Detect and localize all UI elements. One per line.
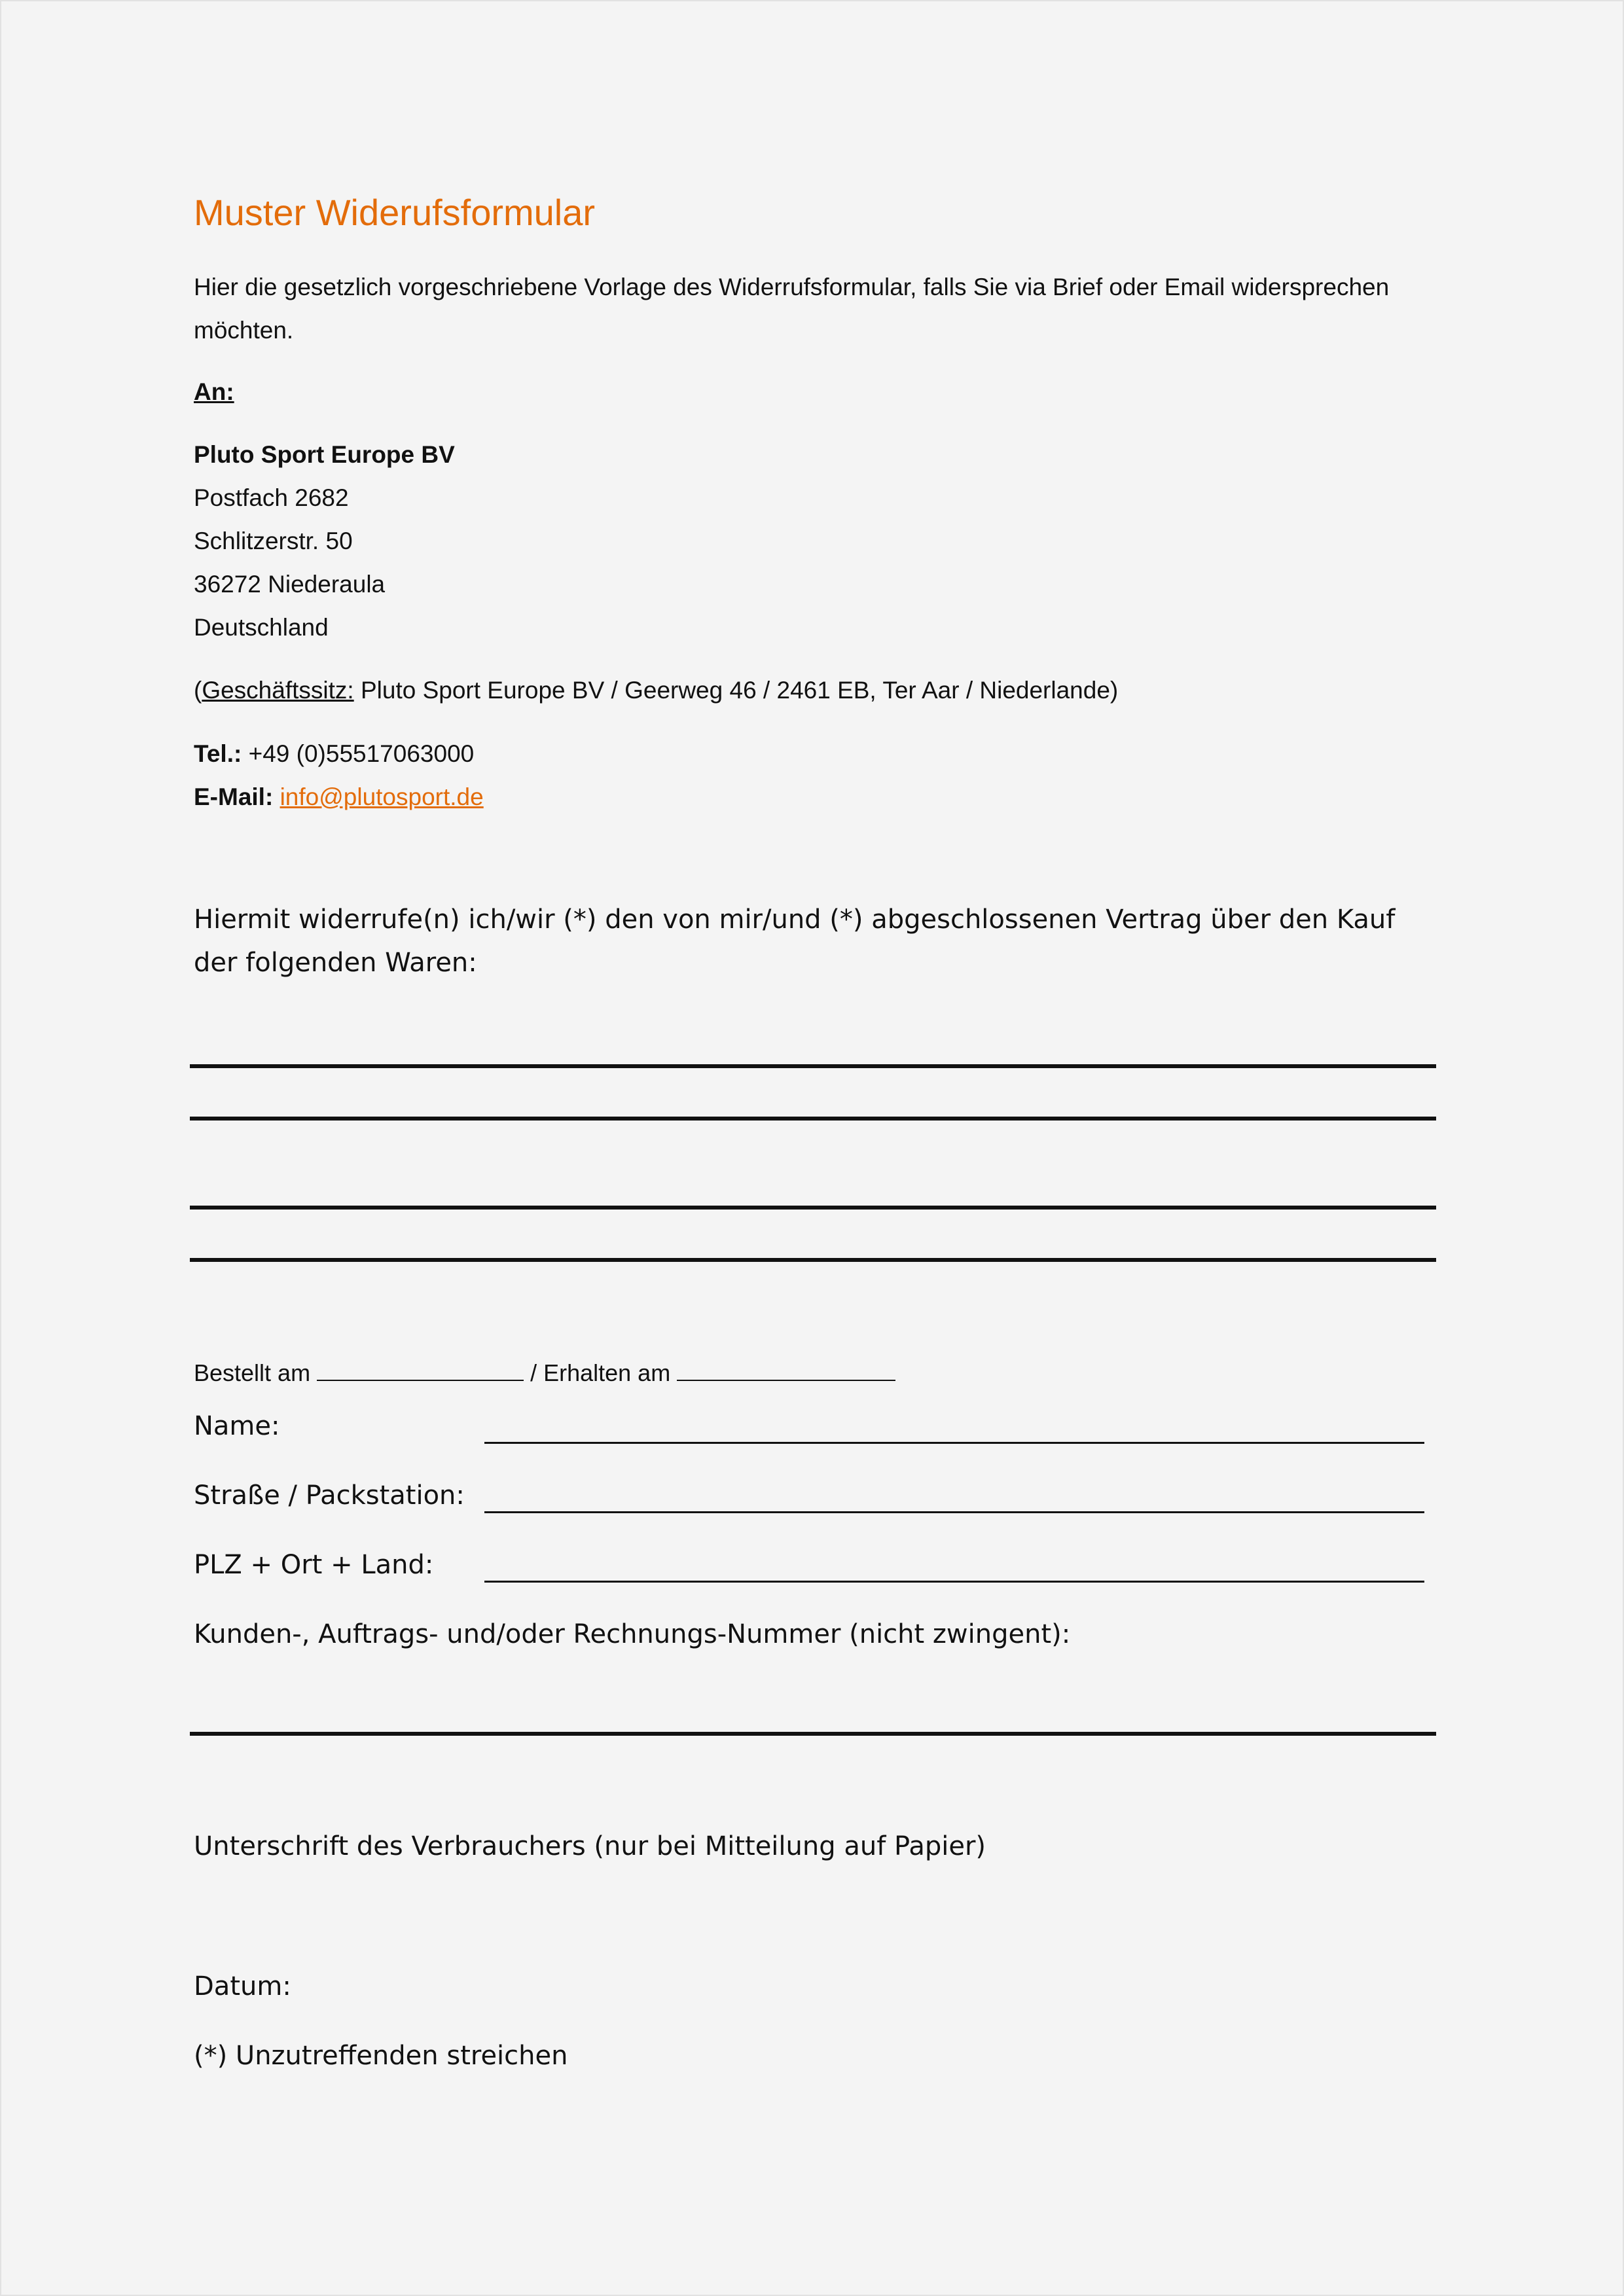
registered-office [194,669,1118,712]
phone-label: Tel.: [194,740,242,767]
recipient-address [194,433,455,649]
name-label: Name: [194,1411,280,1441]
address-line-1: Postfach 2682 [194,484,349,511]
company-name: Pluto Sport Europe BV [194,441,455,468]
footnote: (*) Unzutreffenden streichen [194,2041,568,2071]
order-dates-row [194,1359,895,1387]
ordered-date-blank[interactable] [317,1360,524,1381]
address-line-2: Schlitzerstr. 50 [194,528,353,554]
customer-number-label: Kunden-, Auftrags- und/oder Rechnungs-Nummer (nicht zwingent): [194,1619,1071,1649]
address-line-4: Deutschland [194,614,329,641]
open-paren: ( [194,677,202,704]
street-field-line[interactable] [484,1511,1424,1513]
address-line-3: 36272 Niederaula [194,571,386,598]
date-label: Datum: [194,1971,291,2001]
ordered-label: Bestellt am [194,1359,317,1386]
withdrawal-declaration: Hiermit widerrufe(n) ich/wir (*) den von mir/und (*) abgeschlossenen Vertrag über den Kauf der folgenden Waren: [194,905,1396,978]
intro-text: Hier die gesetzlich vorgeschriebene Vorlage des Widerrufsformular, falls Sie via Brief oder Email widersprechen möchten. [194,274,1390,344]
email-link[interactable]: info@plutosport.de [280,783,484,810]
contact-info [194,732,484,819]
goods-line-4[interactable] [190,1258,1436,1262]
received-label: / Erhalten am [524,1359,677,1386]
goods-line-3[interactable] [190,1206,1436,1210]
registered-office-value: Pluto Sport Europe BV / Geerweg 46 / 2461 EB, Ter Aar / Niederlande) [353,677,1119,704]
received-date-blank[interactable] [677,1360,895,1381]
registered-office-label: Geschäftssitz: [202,677,354,704]
city-label: PLZ + Ort + Land: [194,1550,434,1580]
goods-line-1[interactable] [190,1064,1436,1068]
phone-row [194,732,484,776]
email-row [194,776,484,819]
signature-label: Unterschrift des Verbrauchers (nur bei Mitteilung auf Papier) [194,1831,986,1861]
email-label: E-Mail: [194,783,274,810]
city-field-line[interactable] [484,1581,1424,1583]
name-field-line[interactable] [484,1442,1424,1444]
page-title: Muster Widerufsformular [194,192,596,233]
goods-line-2[interactable] [190,1117,1436,1121]
phone-value: +49 (0)55517063000 [242,740,475,767]
recipient-heading: An: [194,378,234,405]
customer-number-line[interactable] [190,1732,1436,1736]
street-label: Straße / Packstation: [194,1480,465,1511]
